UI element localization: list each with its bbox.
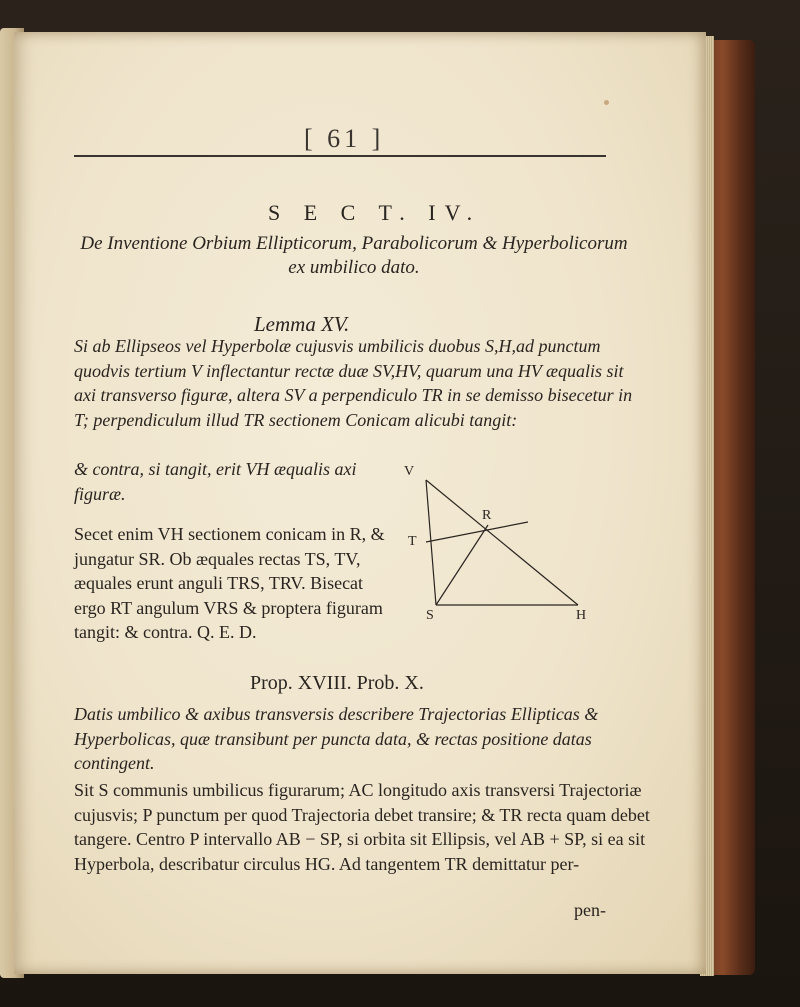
- page-number: [ 61 ]: [304, 124, 385, 153]
- line-vs: [426, 480, 436, 605]
- proposition-text: Datis umbilico & axibus transversis describere Trajectorias Ellipticas & Hyperbolicas, quæ transibunt per puncta data, & rectas positione datas contingent.: [74, 704, 599, 773]
- label-t: T: [408, 534, 417, 549]
- label-r: R: [482, 508, 492, 523]
- figure-drawing: [398, 470, 598, 630]
- lemma-proof: Secet enim VH sectionem conicam in R, & jungatur SR. Ob æquales rectas TS, TV, æquales erunt anguli TRS, TRV. Bisecat ergo RT angulum VRS & proptera figuram tangit: & contra. Q. E. D.: [74, 524, 385, 642]
- line-sr: [436, 525, 488, 605]
- label-h: H: [576, 608, 587, 623]
- proposition-proof: Sit S communis umbilicus figurarum; AC longitudo axis transversi Trajectoriæ cujusvis; P punctum per quod Trajectoria debet transire; & TR recta quam debet tangere. Centro P intervallo AB − SP, si orbita sit Ellipsis, vel AB + SP, si ea sit Hyperbola, describatur circulus HG. Ad tangentem TR demittatur per-: [74, 780, 650, 874]
- book-page: [14, 32, 706, 974]
- label-v: V: [404, 464, 415, 479]
- section-title: S E C T. IV.: [268, 200, 482, 225]
- page-stain: [604, 100, 609, 105]
- catchword: pen-: [574, 900, 606, 920]
- proposition-title: Prop. XVIII. Prob. X.: [250, 672, 424, 694]
- header-rule: [74, 155, 606, 157]
- geometry-figure: [398, 464, 598, 630]
- lemma-text: Si ab Ellipseos vel Hyperbolæ cujusvis umbilicis duobus S,H,ad punctum quodvis tertium V inflectantur rectæ duæ SV,HV, quarum una HV æqualis sit axi transverso figuræ, altera SV a perpendiculo TR in se demisso bisecetur in T; perpendiculum illud TR sectionem Conicam alicubi tangit:: [74, 336, 633, 430]
- lemma-title: Lemma XV.: [254, 312, 350, 336]
- lemma-continuation: & contra, si tangit, erit VH æqualis axi figuræ.: [74, 459, 357, 504]
- line-tr: [426, 522, 528, 542]
- label-s: S: [426, 608, 434, 623]
- section-subtitle: De Inventione Orbium Ellipticorum, Parabolicorum & Hyperbolicorum ex umbilico dato.: [80, 233, 628, 278]
